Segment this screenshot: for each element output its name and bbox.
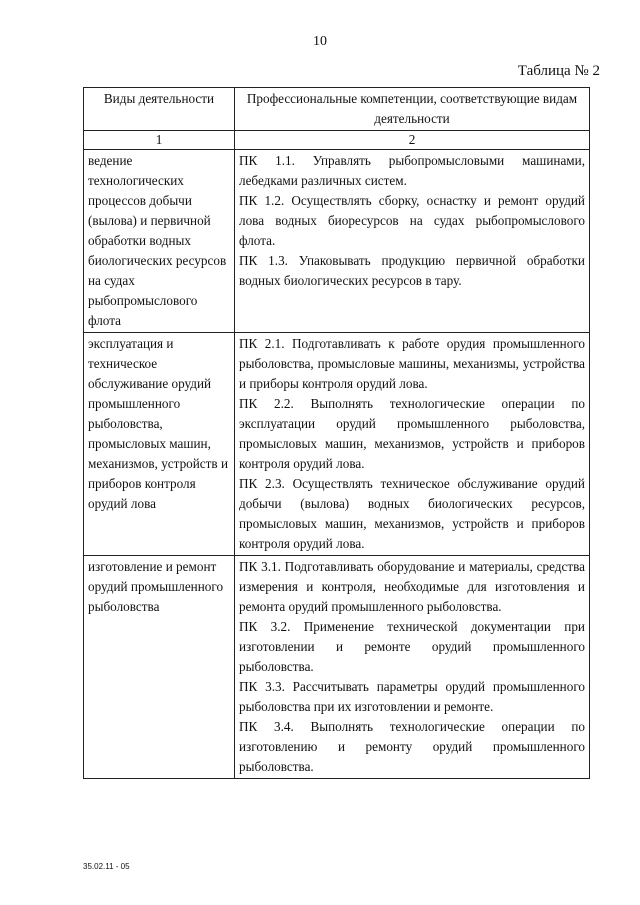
header-activities: Виды деятельности (84, 88, 235, 131)
activity-cell: эксплуатация и техническое обслуживание орудий промышленного рыболовства, промысловых машин, механизмов, устройств и приборов контроля орудий лова (84, 333, 235, 556)
competency-item: ПК 3.4. Выполнять технологические операции по изготовлению и ремонту орудий промышленного рыболовства. (239, 719, 585, 774)
competency-item: ПК 2.2. Выполнять технологические операции по эксплуатации орудий промышленного рыболовства, промысловых машин, механизмов, устройств и приборов контроля орудий лова. (239, 396, 585, 471)
column-number-1: 1 (84, 131, 235, 150)
competency-item: ПК 2.3. Осуществлять техническое обслуживание орудий добычи (вылова) водных биологических ресурсов, промысловых машин, механизмов, устройств и приборов контроля орудий лова. (239, 476, 585, 551)
competencies-cell (235, 150, 590, 333)
activity-cell: ведение технологических процессов добычи (вылова) и первичной обработки водных биологических ресурсов на судах рыбопромыслового флота (84, 150, 235, 333)
competency-item: ПК 2.1. Подготавливать к работе орудия промышленного рыболовства, промысловые машины, механизмы, устройства и приборы контроля орудий лова. (239, 336, 585, 391)
competency-item: ПК 3.2. Применение технической документации при изготовлении и ремонте орудий промышленного рыболовства. (239, 619, 585, 674)
competency-item: ПК 1.3. Упаковывать продукцию первичной обработки водных биологических ресурсов в тару. (239, 253, 585, 288)
column-number-2: 2 (235, 131, 590, 150)
competency-item: ПК 1.1. Управлять рыбопромысловыми машинами, лебедками различных систем. (239, 153, 585, 188)
column-number-row (84, 131, 590, 150)
table-header-row (84, 88, 590, 131)
competencies-table (83, 87, 590, 779)
page-number: 10 (313, 34, 327, 49)
activity-cell: изготовление и ремонт орудий промышленного рыболовства (84, 556, 235, 779)
footer-code: 35.02.11 - 05 (83, 862, 130, 871)
table-caption: Таблица № 2 (517, 63, 600, 79)
competencies-cell (235, 333, 590, 556)
competency-item: ПК 3.3. Рассчитывать параметры орудий промышленного рыболовства при их изготовлении и ремонте. (239, 679, 585, 714)
competencies-cell (235, 556, 590, 779)
competency-item: ПК 3.1. Подготавливать оборудование и материалы, средства измерения и контроля, необходимые для изготовления и ремонта орудий промышленного рыболовства. (239, 559, 585, 614)
table-row (84, 150, 590, 333)
header-competencies: Профессиональные компетенции, соответствующие видам деятельности (235, 88, 590, 131)
competency-item: ПК 1.2. Осуществлять сборку, оснастку и ремонт орудий лова водных биоресурсов на судах рыбопромыслового флота. (239, 193, 585, 248)
table-row (84, 556, 590, 779)
table-row (84, 333, 590, 556)
